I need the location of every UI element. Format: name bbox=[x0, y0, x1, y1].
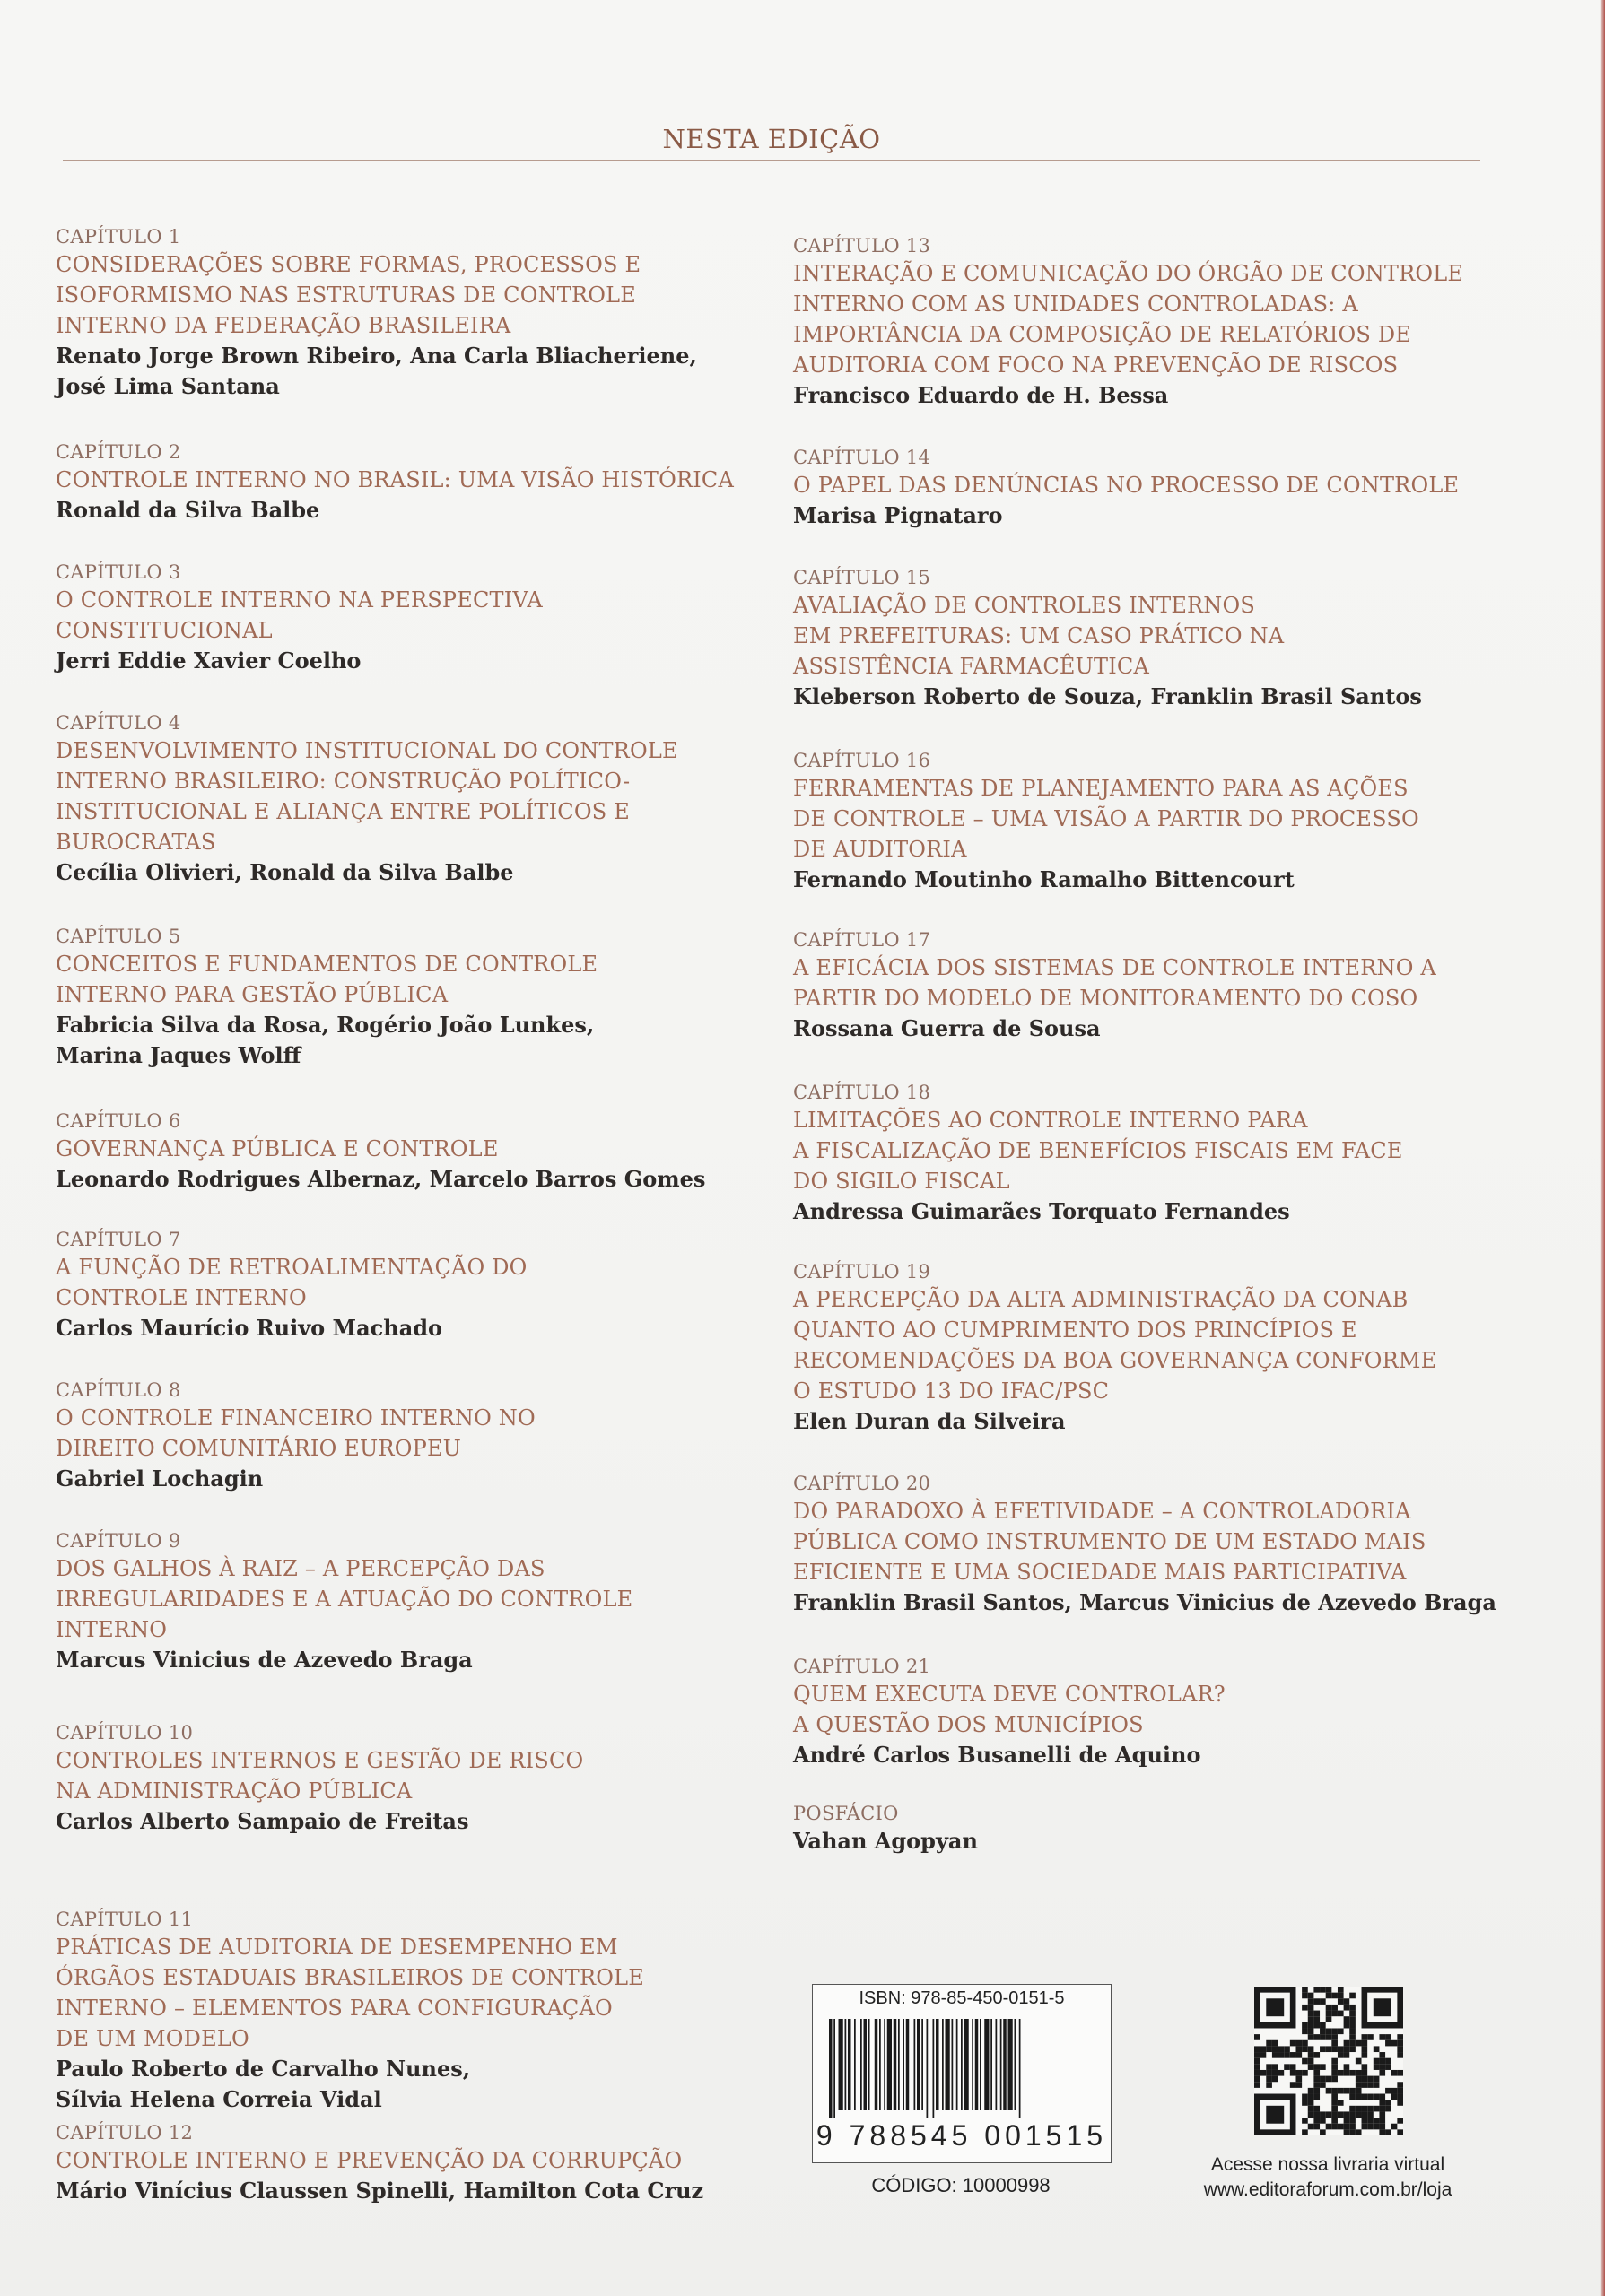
barcode-bar bbox=[887, 2019, 892, 2110]
chapter-entry bbox=[56, 1907, 755, 2115]
chapter-number: CAPÍTULO 8 bbox=[56, 1379, 181, 1401]
chapter-number: CAPÍTULO 13 bbox=[793, 235, 931, 257]
cover-edge-stripe bbox=[1600, 0, 1605, 2296]
chapter-title: A PERCEPÇÃO DA ALTA ADMINISTRAÇÃO DA CONAB QUANTO AO CUMPRIMENTO DOS PRINCÍPIOS E RECOMENDAÇÕES DA BOA GOVERNANÇA CONFORME O ESTUDO 13 DO IFAC/PSC bbox=[793, 1287, 1437, 1404]
chapter-title: INTERAÇÃO E COMUNICAÇÃO DO ÓRGÃO DE CONTROLE INTERNO COM AS UNIDADES CONTROLADAS: A IMPORTÂNCIA DA COMPOSIÇÃO DE RELATÓRIOS DE AUDITORIA COM FOCO NA PREVENÇÃO DE RISCOS bbox=[793, 261, 1464, 378]
chapter-entry bbox=[56, 560, 755, 676]
barcode-bar bbox=[964, 2019, 969, 2110]
qr-code-icon[interactable] bbox=[1254, 1987, 1403, 2135]
barcode-bar bbox=[839, 2019, 843, 2110]
barcode-bar bbox=[1003, 2019, 1007, 2110]
chapter-number: CAPÍTULO 9 bbox=[56, 1530, 181, 1552]
chapter-authors: Paulo Roberto de Carvalho Nunes, Sílvia Helena Correia Vidal bbox=[56, 2056, 471, 2112]
chapter-authors: Fabricia Silva da Rosa, Rogério João Lunkes, Marina Jaques Wolff bbox=[56, 1012, 595, 1068]
chapter-authors: Carlos Maurício Ruivo Machado bbox=[56, 1315, 443, 1341]
chapter-title: DOS GALHOS À RAIZ – A PERCEPÇÃO DAS IRREGULARIDADES E A ATUAÇÃO DO CONTROLE INTERNO bbox=[56, 1556, 633, 1642]
barcode-bar bbox=[903, 2019, 904, 2110]
chapter-entry bbox=[56, 439, 755, 526]
chapter-number: CAPÍTULO 19 bbox=[793, 1261, 931, 1283]
barcode-bar bbox=[860, 2019, 862, 2110]
chapter-title: CONCEITOS E FUNDAMENTOS DE CONTROLE INTERNO PARA GESTÃO PÚBLICA bbox=[56, 952, 598, 1007]
barcode-bar bbox=[1008, 2019, 1013, 2110]
chapter-entry bbox=[56, 1227, 755, 1344]
chapter-authors: Fernando Moutinho Ramalho Bittencourt bbox=[793, 866, 1295, 892]
chapter-entry bbox=[793, 1471, 1511, 1618]
chapter-title: CONSIDERAÇÕES SOBRE FORMAS, PROCESSOS E ISOFORMISMO NAS ESTRUTURAS DE CONTROLE INTERNO DA FEDERAÇÃO BRASILEIRA bbox=[56, 252, 641, 338]
chapter-entry bbox=[793, 748, 1511, 895]
barcode-bar bbox=[921, 2019, 923, 2110]
chapter-authors: Vahan Agopyan bbox=[793, 1828, 978, 1854]
barcode-bar bbox=[952, 2019, 954, 2110]
qr-caption-line1: Acesse nossa livraria virtual bbox=[1210, 2154, 1445, 2175]
barcode-icon bbox=[825, 2019, 1098, 2118]
chapter-title: LIMITAÇÕES AO CONTROLE INTERNO PARA A FISCALIZAÇÃO DE BENEFÍCIOS FISCAIS EM FACE DO SIGILO FISCAL bbox=[793, 1108, 1403, 1194]
chapter-authors: Leonardo Rodrigues Albernaz, Marcelo Barros Gomes bbox=[56, 1166, 706, 1192]
chapter-number: CAPÍTULO 15 bbox=[793, 567, 931, 588]
barcode-bar bbox=[927, 2019, 929, 2118]
chapter-number: CAPÍTULO 11 bbox=[56, 1909, 194, 1930]
chapter-entry bbox=[793, 565, 1511, 712]
chapter-authors: Gabriel Lochagin bbox=[56, 1465, 264, 1492]
barcode-bar bbox=[879, 2019, 881, 2110]
chapter-authors: Cecília Olivieri, Ronald da Silva Balbe bbox=[56, 859, 514, 885]
chapter-title: FERRAMENTAS DE PLANEJAMENTO PARA AS AÇÕES DE CONTROLE – UMA VISÃO A PARTIR DO PROCESSO DE AUDITORIA bbox=[793, 776, 1419, 862]
chapter-number: CAPÍTULO 16 bbox=[793, 750, 931, 771]
barcode-bar bbox=[990, 2019, 992, 2110]
chapter-number: CAPÍTULO 12 bbox=[56, 2122, 194, 2144]
chapter-entry bbox=[793, 1259, 1511, 1437]
isbn-label: ISBN: 978-85-450-0151-5 bbox=[859, 1988, 1065, 2008]
chapter-number: CAPÍTULO 18 bbox=[793, 1082, 931, 1103]
chapter-entry bbox=[793, 1654, 1511, 1770]
chapter-number: CAPÍTULO 21 bbox=[793, 1656, 931, 1677]
barcode-bar bbox=[980, 2019, 981, 2110]
barcode-bar bbox=[898, 2019, 900, 2110]
barcode-bar bbox=[833, 2019, 835, 2118]
chapter-authors: Marcus Vinicius de Azevedo Braga bbox=[56, 1647, 473, 1673]
chapter-title: A EFICÁCIA DOS SISTEMAS DE CONTROLE INTERNO A PARTIR DO MODELO DE MONITORAMENTO DO COSO bbox=[793, 955, 1436, 1011]
chapter-number: CAPÍTULO 1 bbox=[56, 226, 181, 248]
chapter-entry bbox=[56, 1378, 755, 1494]
chapter-number: CAPÍTULO 4 bbox=[56, 712, 181, 734]
chapter-number: CAPÍTULO 14 bbox=[793, 447, 931, 468]
chapter-number: CAPÍTULO 7 bbox=[56, 1229, 181, 1250]
barcode-bar bbox=[868, 2019, 870, 2110]
barcode-box bbox=[812, 1984, 1112, 2163]
barcode-bar bbox=[1015, 2019, 1016, 2110]
chapter-entry bbox=[56, 924, 755, 1071]
chapter-title: O PAPEL DAS DENÚNCIAS NO PROCESSO DE CONTROLE bbox=[793, 473, 1460, 498]
barcode-bar bbox=[906, 2019, 910, 2110]
barcode-bar bbox=[1019, 2019, 1021, 2118]
chapter-entry bbox=[56, 1720, 755, 1837]
qr-caption bbox=[1166, 2152, 1489, 2203]
chapter-number: CAPÍTULO 6 bbox=[56, 1110, 181, 1132]
section-title: NESTA EDIÇÃO bbox=[662, 124, 881, 154]
barcode-bar bbox=[946, 2019, 950, 2110]
barcode-bar bbox=[975, 2019, 979, 2110]
chapter-number: CAPÍTULO 17 bbox=[793, 929, 931, 951]
barcode-bar bbox=[848, 2019, 851, 2110]
barcode-bar bbox=[854, 2019, 856, 2110]
chapter-title: CONTROLE INTERNO NO BRASIL: UMA VISÃO HISTÓRICA bbox=[56, 467, 735, 492]
chapter-authors: Andressa Guimarães Torquato Fernandes bbox=[793, 1198, 1290, 1224]
chapter-entry bbox=[793, 445, 1511, 531]
chapter-authors: Marisa Pignataro bbox=[793, 502, 1003, 528]
chapter-title: AVALIAÇÃO DE CONTROLES INTERNOS EM PREFEITURAS: UM CASO PRÁTICO NA ASSISTÊNCIA FARMACÊUTICA bbox=[793, 593, 1285, 679]
chapter-entry bbox=[56, 1109, 755, 1195]
chapter-authors: Jerri Eddie Xavier Coelho bbox=[56, 648, 362, 674]
chapter-entry bbox=[793, 1801, 1511, 1857]
chapter-entry bbox=[793, 1080, 1511, 1227]
chapter-title: O CONTROLE FINANCEIRO INTERNO NO DIREITO COMUNITÁRIO EUROPEU bbox=[56, 1405, 536, 1461]
chapter-title: A FUNÇÃO DE RETROALIMENTAÇÃO DO CONTROLE INTERNO bbox=[56, 1255, 528, 1310]
chapter-authors: Elen Duran da Silveira bbox=[793, 1408, 1066, 1434]
barcode-bar bbox=[961, 2019, 963, 2110]
chapter-authors: Ronald da Silva Balbe bbox=[56, 497, 320, 523]
barcode-bar bbox=[933, 2019, 935, 2118]
barcode-bar bbox=[864, 2019, 868, 2110]
chapter-entry bbox=[56, 2120, 755, 2206]
barcode-bar bbox=[894, 2019, 897, 2110]
barcode-bar bbox=[996, 2019, 998, 2110]
barcode-bar bbox=[942, 2019, 944, 2110]
chapter-entry bbox=[793, 927, 1511, 1044]
barcode-bar bbox=[917, 2019, 920, 2110]
chapter-number: CAPÍTULO 5 bbox=[56, 926, 181, 947]
barcode-bar bbox=[984, 2019, 989, 2110]
chapter-authors: Kleberson Roberto de Souza, Franklin Brasil Santos bbox=[793, 683, 1422, 709]
chapter-number: CAPÍTULO 10 bbox=[56, 1722, 194, 1744]
chapter-title: CONTROLES INTERNOS E GESTÃO DE RISCO NA ADMINISTRAÇÃO PÚBLICA bbox=[56, 1748, 584, 1804]
barcode-bar bbox=[875, 2019, 878, 2110]
barcode-bar bbox=[884, 2019, 885, 2110]
chapter-title: CONTROLE INTERNO E PREVENÇÃO DA CORRUPÇÃO bbox=[56, 2148, 683, 2173]
barcode-bar bbox=[936, 2019, 939, 2110]
chapter-authors: André Carlos Busanelli de Aquino bbox=[793, 1742, 1201, 1768]
barcode-bar bbox=[845, 2019, 847, 2110]
chapter-authors: Francisco Eduardo de H. Bessa bbox=[793, 382, 1169, 408]
header-divider bbox=[63, 160, 1480, 161]
chapter-title: GOVERNANÇA PÚBLICA E CONTROLE bbox=[56, 1136, 499, 1161]
chapter-entry bbox=[793, 233, 1511, 411]
barcode-bar bbox=[829, 2019, 833, 2118]
barcode-bar bbox=[914, 2019, 916, 2110]
chapter-authors: Carlos Alberto Sampaio de Freitas bbox=[56, 1808, 469, 1834]
chapter-entry bbox=[56, 224, 755, 402]
barcode-bar bbox=[956, 2019, 958, 2110]
chapter-number: POSFÁCIO bbox=[793, 1803, 899, 1824]
chapter-entry bbox=[56, 1528, 755, 1675]
chapter-authors: Franklin Brasil Santos, Marcus Vinicius de Azevedo Braga bbox=[793, 1589, 1496, 1615]
chapter-authors: Rossana Guerra de Sousa bbox=[793, 1015, 1101, 1041]
chapter-title: DESENVOLVIMENTO INSTITUCIONAL DO CONTROLE INTERNO BRASILEIRO: CONSTRUÇÃO POLÍTICO- INSTITUCIONAL E ALIANÇA ENTRE POLÍTICOS E BUROCRATAS bbox=[56, 738, 678, 855]
chapter-entry bbox=[56, 710, 755, 888]
barcode-digits: 9 788545 001515 bbox=[816, 2119, 1108, 2152]
barcode-bar bbox=[972, 2019, 973, 2110]
chapter-authors: Renato Jorge Brown Ribeiro, Ana Carla Bliacheriene, José Lima Santana bbox=[56, 343, 697, 399]
chapter-title: DO PARADOXO À EFETIVIDADE – A CONTROLADORIA PÚBLICA COMO INSTRUMENTO DE UM ESTADO MAIS EFICIENTE E UMA SOCIEDADE MAIS PARTICIPATIVA bbox=[793, 1499, 1426, 1585]
chapter-number: CAPÍTULO 2 bbox=[56, 441, 181, 463]
chapter-number: CAPÍTULO 3 bbox=[56, 561, 181, 583]
chapter-title: O CONTROLE INTERNO NA PERSPECTIVA CONSTITUCIONAL bbox=[56, 587, 543, 643]
product-code: CÓDIGO: 10000998 bbox=[871, 2174, 1051, 2196]
chapter-number: CAPÍTULO 20 bbox=[793, 1473, 931, 1494]
barcode-bar bbox=[1000, 2019, 1002, 2110]
qr-caption-line2[interactable]: www.editoraforum.com.br/loja bbox=[1203, 2179, 1452, 2200]
chapter-authors: Mário Vinícius Claussen Spinelli, Hamilton Cota Cruz bbox=[56, 2178, 704, 2204]
chapter-title: PRÁTICAS DE AUDITORIA DE DESEMPENHO EM ÓRGÃOS ESTADUAIS BRASILEIROS DE CONTROLE INTERNO – ELEMENTOS PARA CONFIGURAÇÃO DE UM MODELO bbox=[56, 1935, 644, 2051]
chapter-title: QUEM EXECUTA DEVE CONTROLAR? A QUESTÃO DOS MUNICÍPIOS bbox=[793, 1682, 1226, 1737]
